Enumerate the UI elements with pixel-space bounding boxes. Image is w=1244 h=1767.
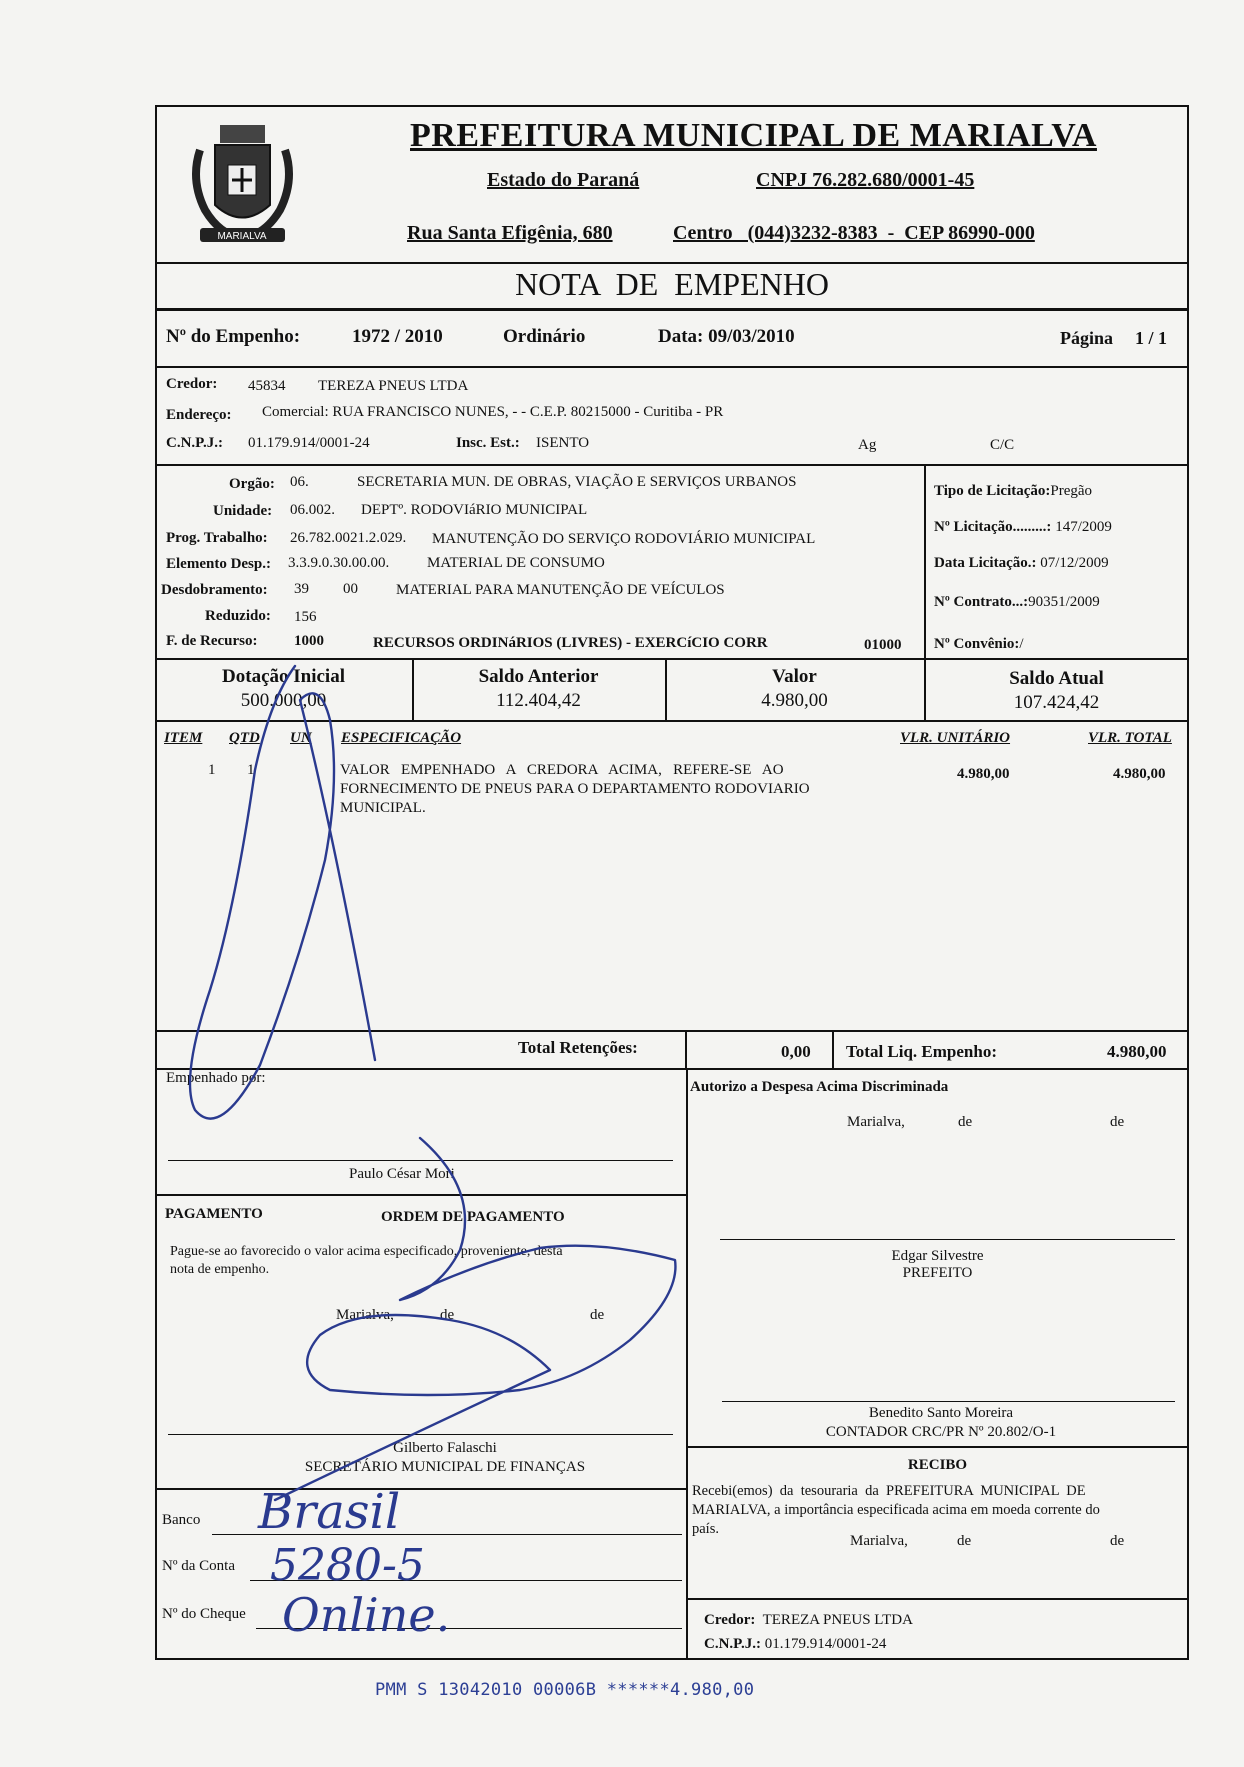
secretario-title: SECRETÁRIO MUNICIPAL DE FINANÇAS [304,1459,586,1475]
retencoes-value: 0,00 [781,1042,811,1061]
cheque-handwritten: Online. [282,1588,451,1642]
fonte-code2: 01000 [864,637,902,653]
unidade-value: DEPTº. RODOVIáRIO MUNICIPAL [361,502,588,518]
item-unit-value: 4.980,00 [957,766,1010,782]
insc-value: ISENTO [536,435,590,451]
reduzido-label: Reduzido: [205,608,271,624]
item-spec-line3: MUNICIPAL. [340,800,426,816]
empenho-label: Nº do Empenho: [166,326,301,347]
autorizo-de2: de [1110,1114,1125,1130]
empenho-type: Ordinário [503,326,586,347]
pagamento-text2: nota de empenho. [170,1262,270,1277]
empenho-number: 1972 / 2010 [352,326,443,347]
liquido-label: Total Liq. Empenho: [846,1042,997,1061]
col-especificacao: ESPECIFICAÇÃO [341,730,462,746]
banco-handwritten: Brasil [258,1484,401,1540]
autorizo-de1: de [958,1114,973,1130]
recibo-de2: de [1110,1533,1125,1549]
desd-code2: 00 [343,581,358,597]
ag-label: Ag [858,437,877,453]
valor-value: 4.980,00 [761,690,828,711]
dotacao-label: Dotação Inicial [222,666,345,687]
cnpj-label: C.N.P.J.: [166,435,223,451]
col-unit-value: VLR. UNITÁRIO [900,730,1011,746]
recibo-title: RECIBO [907,1457,968,1473]
recibo-cnpj: C.N.P.J.: 01.179.914/0001-24 [704,1636,887,1652]
signature-scribble-2 [250,1130,690,1510]
fonte-label: F. de Recurso: [166,633,258,649]
saldo-anterior-label: Saldo Anterior [478,666,599,687]
elem-label: Elemento Desp.: [166,556,271,572]
item-qtd: 1 [247,762,255,778]
ordem-pagamento: ORDEM DE PAGAMENTO [381,1209,565,1225]
state-name: Estado do Paraná [487,169,640,191]
empenhado-name: Paulo César Mori [349,1166,455,1182]
elem-value: MATERIAL DE CONSUMO [427,555,605,571]
svg-text:MARIALVA: MARIALVA [217,231,267,242]
cheque-label: Nº do Cheque [162,1606,246,1622]
recibo-text1: Recebi(emos) da tesouraria da PREFEITURA MUNICIPAL DE [692,1483,1086,1499]
prefeito-title: PREFEITO [902,1265,973,1281]
header-address-2: Centro (044)3232-8383 - CEP 86990-000 [673,222,1035,244]
data-licitacao: Data Licitação.: 07/12/2009 [934,555,1109,571]
banco-label: Banco [162,1512,201,1528]
header-cnpj: CNPJ 76.282.680/0001-45 [756,169,975,191]
recibo-text3: país. [692,1521,719,1537]
retencoes-label: Total Retenções: [518,1038,638,1057]
insc-label: Insc. Est.: [456,435,520,451]
unidade-label: Unidade: [213,503,273,519]
col-total-value: VLR. TOTAL [1088,730,1172,746]
tipo-licitacao: Tipo de Licitação:Pregão [934,483,1093,499]
saldo-anterior-value: 112.404,42 [496,690,581,711]
desd-code1: 39 [294,581,309,597]
item-spec-line1: VALOR EMPENHADO A CREDORA ACIMA, REFERE-SE AO [340,762,784,778]
conta-handwritten: 5280-5 [270,1540,425,1591]
item-spec-line2: FORNECIMENTO DE PNEUS PARA O DEPARTAMENTO RODOVIARIO [340,781,810,797]
fonte-code: 1000 [294,633,324,649]
item-total-value: 4.980,00 [1113,766,1166,782]
pagamento-city: Marialva, [336,1307,394,1323]
dotacao-value: 500.000,00 [240,690,327,711]
cnpj-value: 01.179.914/0001-24 [248,435,370,451]
contador-title: CONTADOR CRC/PR Nº 20.802/O-1 [825,1424,1057,1440]
autorizo-city: Marialva, [847,1114,905,1130]
valor-label: Valor [772,666,817,687]
recibo-city: Marialva, [850,1533,908,1549]
col-qtd: QTD [229,730,260,746]
desd-label: Desdobramento: [161,582,268,598]
recibo-text2: MARIALVA, a importância especificada acima em moeda corrente do [692,1502,1100,1518]
desd-value: MATERIAL PARA MANUTENÇÃO DE VEÍCULOS [396,582,725,598]
col-item: ITEM [164,730,203,746]
saldo-atual-label: Saldo Atual [1009,668,1104,689]
prog-code: 26.782.0021.2.029. [290,530,407,546]
endereco-label: Endereço: [166,407,232,423]
footer-stamp: PMM S 13042010 00006B ******4.980,00 [375,1680,755,1700]
col-un: UN [290,730,312,746]
pagamento-de1: de [440,1307,455,1323]
pagamento-title: PAGAMENTO [165,1206,263,1222]
item-number: 1 [208,762,216,778]
secretario-name: Gilberto Falaschi [393,1440,497,1456]
pagamento-text1: Pague-se ao favorecido o valor acima especificado, proveniente, desta [170,1244,563,1259]
fonte-value: RECURSOS ORDINáRIOS (LIVRES) - EXERCíCIO CORR [373,635,768,651]
prog-label: Prog. Trabalho: [166,530,268,546]
prog-value: MANUTENÇÃO DO SERVIÇO RODOVIÁRIO MUNICIPAL [432,531,816,547]
signature-scribble-1 [150,660,410,1180]
page-label: Página [1060,328,1114,348]
empenho-date: Data: 09/03/2010 [658,326,795,347]
pagamento-de2: de [590,1307,605,1323]
credor-label: Credor: [166,376,218,392]
credor-name: TEREZA PNEUS LTDA [318,378,469,394]
prefeito-name: Edgar Silvestre [891,1248,984,1264]
numero-contrato: Nº Contrato...:90351/2009 [934,594,1100,610]
elem-code: 3.3.9.0.30.00.00. [288,555,390,571]
page-number: 1 / 1 [1135,328,1168,348]
doc-title: NOTA DE EMPENHO [515,266,829,302]
prefeitura-title: PREFEITURA MUNICIPAL DE MARIALVA [410,117,1097,154]
conta-label: Nº da Conta [162,1558,235,1574]
autorizo-label: Autorizo a Despesa Acima Discriminada [690,1079,949,1095]
recibo-de1: de [957,1533,972,1549]
liquido-value: 4.980,00 [1107,1042,1167,1061]
reduzido-value: 156 [294,609,317,625]
unidade-code: 06.002. [290,502,335,518]
numero-licitacao: Nº Licitação.........: 147/2009 [934,519,1112,535]
header-address: Rua Santa Efigênia, 680 [407,222,613,244]
contador-name: Benedito Santo Moreira [868,1405,1014,1421]
credor-code: 45834 [248,378,286,394]
orgao-code: 06. [290,474,309,490]
empenhado-label: Empenhado por: [166,1070,266,1086]
endereco-value: Comercial: RUA FRANCISCO NUNES, - - C.E.P. 80215000 - Curitiba - PR [262,404,724,420]
orgao-value: SECRETARIA MUN. DE OBRAS, VIAÇÃO E SERVIÇOS URBANOS [357,474,797,490]
municipal-crest [180,110,305,260]
saldo-atual-value: 107.424,42 [1013,692,1100,713]
recibo-credor: Credor: TEREZA PNEUS LTDA [704,1612,913,1628]
numero-convenio: Nº Convênio:/ [934,636,1024,652]
orgao-label: Orgão: [229,476,275,492]
cc-label: C/C [990,437,1015,453]
